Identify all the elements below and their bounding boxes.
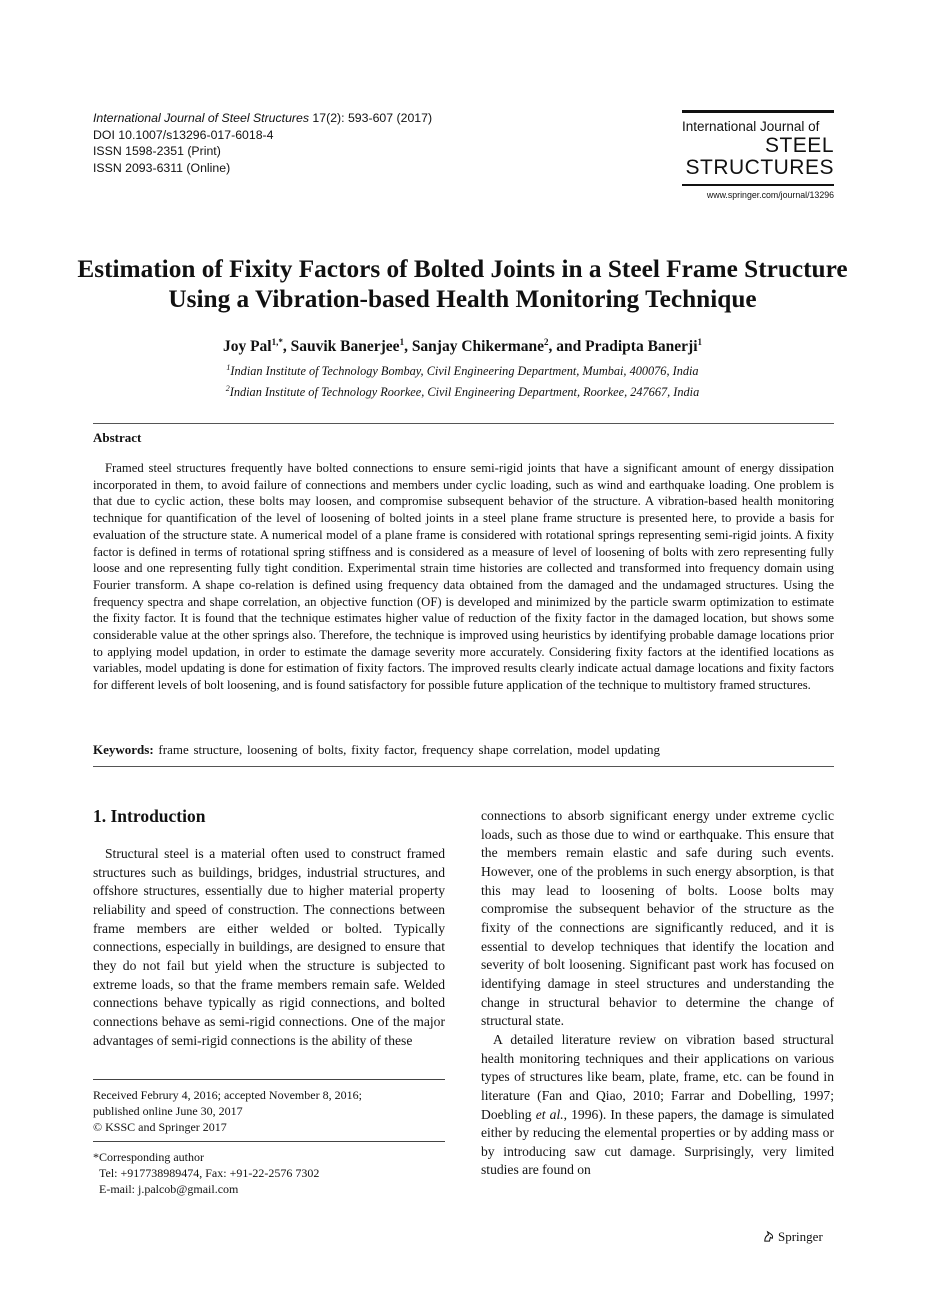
author-separator: ,: [282, 338, 291, 356]
logo-bottom-bar: [682, 184, 834, 186]
journal-meta: [93, 110, 432, 176]
citation-line: [93, 110, 432, 127]
p2-text-a: A detailed literature review on vibration based structural health monitoring techniques and their applications on various types of structures like beam, plate, frame, etc. can be found in literature (Fan and Qiao, 2010; Farrar and Dobelling, 1997; Doebling: [481, 1031, 834, 1122]
copyright-line: © KSSC and Springer 2017: [93, 1120, 227, 1134]
footnote-rule-2: [93, 1141, 445, 1142]
abstract-heading: Abstract: [93, 430, 142, 445]
p2-etal: et al.: [535, 1106, 564, 1122]
paper-title: Estimation of Fixity Factors of Bolted Joints in a Steel Frame Structure Using a Vibration-based Health Monitoring Technique: [77, 255, 848, 313]
affiliation-2: [60, 380, 865, 401]
intro-left-column: Structural steel is a material often used to construct framed structures such as buildings, bridges, industrial structures, and offshore structures, essentially due to higher material property reliability and speed of construction. The connections between frame members are either welded or bolted. Typically connections, especially in buildings, are designed to ensure that they do not fail but yield when the structure is subjected to extreme loads, so that the frame members remain safe. Welded connections behave typically as rigid connections, and bolted connections behave as semi-rigid connections. One of the major advantages of semi-rigid connections is the ability of these: [93, 846, 445, 1048]
logo-line-1: International Journal of: [682, 119, 820, 134]
keywords-bottom-rule: [93, 766, 834, 767]
journal-logo: [682, 110, 834, 200]
abstract-text: Framed steel structures frequently have bolted connections to ensure semi-rigid joints that have a significant amount of energy dissipation incorporated in them, to avoid failure of connections and members under cyclic loading, such as wind and earthquake loading. One problem is that due to cyclic action, these bolts may loosen, and compromise subsequent behavior of the structure. A vibration-based health monitoring technique for quantification of the level of loosening of bolted joints in a steel plane frame structure is presented here, to provide a basis for evaluation of the structure state. A numerical model of a plane frame is considered with rotational springs representing semi-rigid joints. A fixity factor is defined in terms of rotational spring stiffness and is considered as a measure of level of loosening of bolts with zero representing fully loose and one representing fully tight condition. Experimental strain time histories are collected and transformed into frequency domain using Fourier transform. A shape co-relation is defined using frequency data obtained from the damaged and the undamaged structures. Using the frequency spectra and shape correlation, an objective function (OF) is developed and minimized by the particle swarm optimization to estimate the fixity factor. It is found that the technique estimates higher value of reduction of the fixity factor in the damaged location, but shows some considerable value at the other springs also. Therefore, the technique is improved using heuristics by identifying probable damage locations prior to applying model updation, in order to estimate the damage severity more accurately. Considering fixity factors at the identified locations as variables, model updating is done for estimation of fixity factors. The improved results clearly indicate actual damage locations and fixity factors for different levels of bolt loosening, and is found satisfactory for possible future application of the technique to multistory framed structures.: [93, 461, 834, 693]
author-affil-sup: 1: [697, 337, 703, 347]
author-separator: , and: [548, 338, 586, 356]
corresponding-mark: *: [278, 337, 283, 347]
intro-paragraph-2: [481, 1031, 834, 1180]
author-affil-sup: 1,: [271, 337, 279, 347]
affiliation-1: [60, 359, 865, 380]
publisher-name: Springer: [778, 1229, 823, 1244]
keywords-label: Keywords:: [93, 742, 154, 757]
p2-text-b: , 1996). In these papers, the damage is simulated either by reducing the elemental properties or by adding mass or by introducing saw cut damage. Surprisingly, very limited studies are found on: [481, 1106, 834, 1178]
author-affil-sup: 1: [399, 337, 405, 347]
journal-url: www.springer.com/journal/13296: [706, 190, 834, 200]
received-note: [93, 1087, 362, 1135]
intro-right-column: [481, 807, 834, 1180]
author-separator: ,: [404, 338, 412, 356]
issn-print: ISSN 1598-2351 (Print): [93, 144, 221, 158]
issn-online: ISSN 2093-6311 (Online): [93, 160, 231, 175]
logo-line-3: STRUCTURES: [685, 156, 834, 179]
keywords-text: frame structure, loosening of bolts, fixity factor, frequency shape correlation, model updating: [158, 742, 660, 757]
abstract-top-rule: [93, 423, 834, 424]
author-name: Joy Pal: [222, 338, 272, 356]
doi: DOI 10.1007/s13296-017-6018-4: [93, 127, 274, 142]
footnote-rule-1: [93, 1079, 445, 1080]
received-line: Received Februry 4, 2016; accepted November 8, 2016;: [93, 1088, 362, 1102]
volume-pages: 17(2): 593-607 (2017): [309, 111, 433, 125]
keywords: [93, 741, 834, 758]
author-affil-sup: 2: [544, 337, 549, 347]
contact-phone: Tel: +917738989474, Fax: +91-22-2576 7302: [99, 1166, 320, 1180]
intro-paragraph-1: connections to absorb significant energy under extreme cyclic loads, such as those due to wind or earthquake. This ensure that the members remain elastic and safe during such events. However, one of the problems in such energy absorption, is that this may lead to loosening of bolts. Loose bolts may compromise the subsequent behavior of the structure as the fixity of the connections are significantly reduced, and it is essential to develop techniques that identify the location and severity of bolt loosening. Significant past work has focused on identifying damage in steel structures and understanding the change in structural behavior to determine the change of structural state.: [481, 808, 834, 1029]
author-name: Sauvik Banerjee: [290, 338, 400, 356]
affil-text: Indian Institute of Technology Roorkee, Civil Engineering Department, Roorkee, 247667, India: [229, 385, 700, 400]
published-line: published online June 30, 2017: [93, 1104, 243, 1118]
affil-sup: 1: [226, 363, 231, 372]
author-name: Sanjay Chikermane: [411, 338, 545, 356]
section-heading-introduction: 1. Introduction: [93, 806, 206, 826]
affil-sup: 2: [225, 384, 230, 394]
corresponding-note: [93, 1149, 319, 1197]
affiliations: [60, 359, 865, 401]
author-list: [60, 332, 865, 357]
author-name: Pradipta Banerji: [585, 338, 698, 356]
logo-line-2: STEEL: [764, 134, 834, 157]
publisher-mark: [762, 1229, 823, 1245]
journal-name: International Journal of Steel Structures: [93, 111, 310, 125]
corresponding-label: *Corresponding author: [93, 1150, 204, 1164]
contact-email: E-mail: j.palcob@gmail.com: [99, 1182, 239, 1196]
affil-text: Indian Institute of Technology Bombay, Civil Engineering Department, Mumbai, 400076, India: [230, 364, 699, 379]
logo-top-bar: [682, 110, 834, 113]
springer-horse-icon: [762, 1230, 775, 1243]
